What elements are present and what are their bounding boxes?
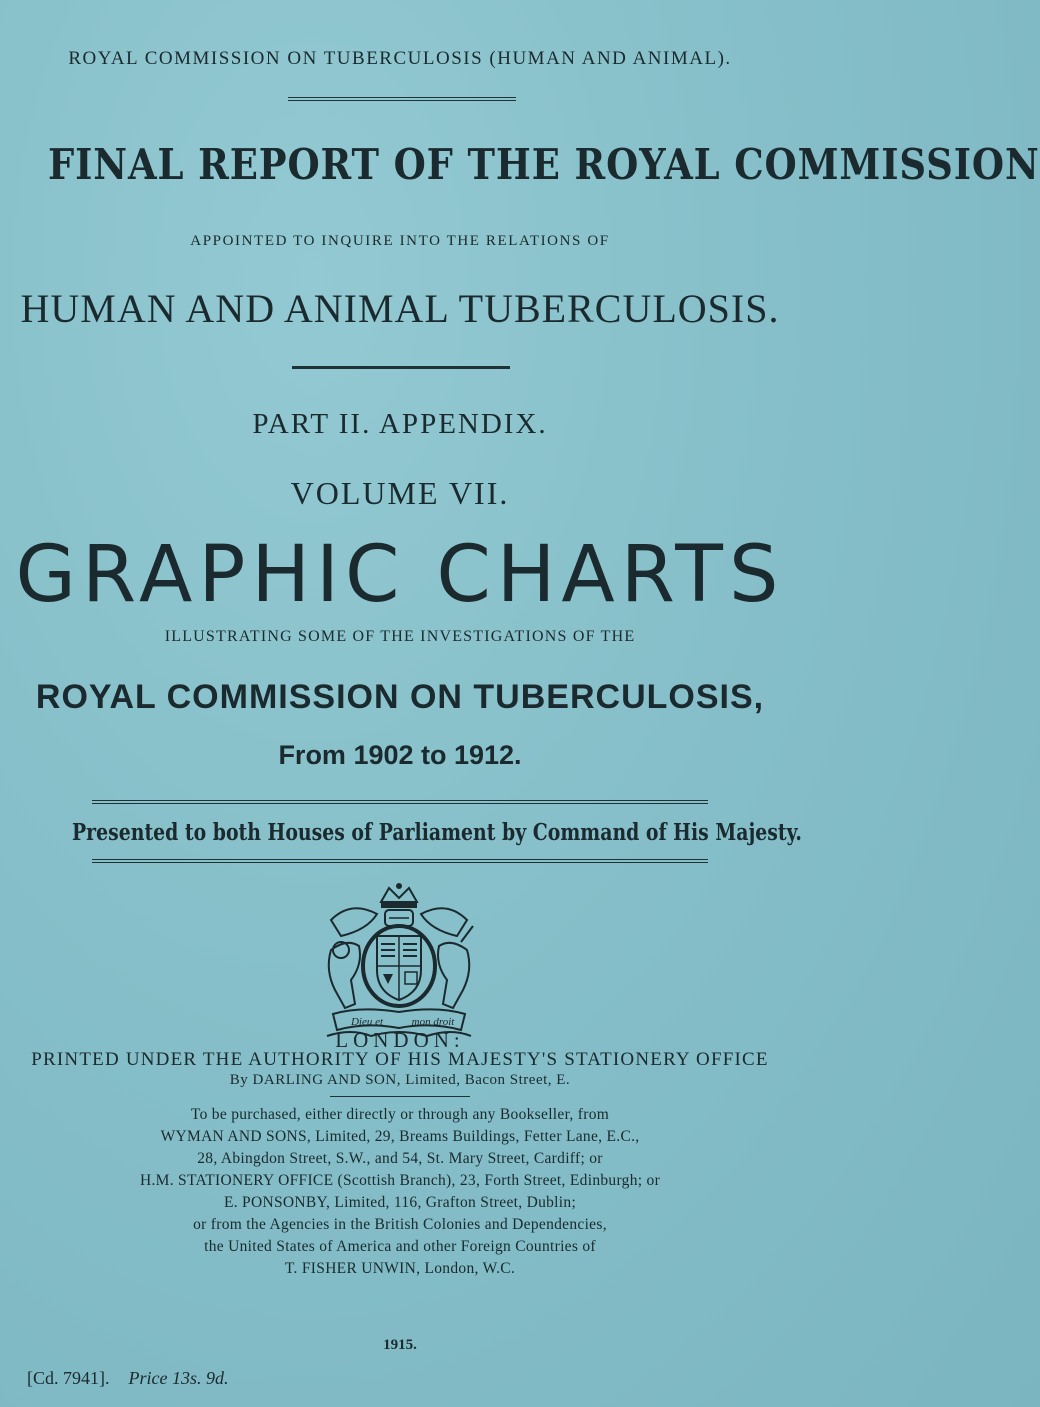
command-and-price <box>27 1368 228 1389</box>
illustrating-line: ILLUSTRATING SOME OF THE INVESTIGATIONS OF THE <box>164 628 636 645</box>
subject-title: HUMAN AND ANIMAL TUBERCULOSIS. <box>20 286 780 331</box>
purchase-line: E. PONSONBY, Limited, 116, Grafton Street, Dublin; <box>223 1194 577 1211</box>
presented-rule-bottom <box>92 859 708 860</box>
presented-line: Presented to both Houses of Parliament by Command of His Majesty. <box>72 819 802 846</box>
command-number: [Cd. 7941]. <box>27 1368 110 1388</box>
purchase-line: H.M. STATIONERY OFFICE (Scottish Branch), 23, Forth Street, Edinburgh; or <box>139 1172 661 1189</box>
presented-rule-top <box>92 800 708 801</box>
purchase-line: 28, Abingdon Street, S.W., and 54, St. Mary Street, Cardiff; or <box>197 1150 603 1167</box>
royal-coat-of-arms-icon <box>311 880 487 1040</box>
part-heading: PART II. APPENDIX. <box>252 408 548 440</box>
purchase-line: To be purchased, either directly or through any Bookseller, from <box>190 1106 610 1123</box>
imprint-rule <box>330 1096 470 1097</box>
motto-right: mon droit <box>411 1016 455 1028</box>
double-rule-top <box>288 97 516 98</box>
presented-rule-top-2 <box>92 803 708 804</box>
presented-rule-bottom-2 <box>92 862 708 863</box>
main-title: GRAPHIC CHARTS <box>15 530 785 620</box>
volume-heading: VOLUME VII. <box>290 475 510 511</box>
series-title: ROYAL COMMISSION ON TUBERCULOSIS (HUMAN AND ANIMAL). <box>68 48 732 69</box>
publication-year: 1915. <box>383 1337 417 1353</box>
commission-name: ROYAL COMMISSION ON TUBERCULOSIS, <box>35 678 765 716</box>
motto-left: Dieu et <box>350 1016 384 1028</box>
purchase-line: or from the Agencies in the British Colonies and Dependencies, <box>193 1216 607 1233</box>
purchase-line: WYMAN AND SONS, Limited, 29, Breams Buildings, Fetter Lane, E.C., <box>160 1128 640 1145</box>
printed-line: PRINTED UNDER THE AUTHORITY OF HIS MAJESTY'S STATIONERY OFFICE <box>31 1049 769 1070</box>
printer-line: By DARLING AND SON, Limited, Bacon Street, E. <box>229 1072 571 1088</box>
date-range: From 1902 to 1912. <box>278 740 522 770</box>
report-title: FINAL REPORT OF THE ROYAL COMMISSION <box>48 140 1040 189</box>
appointed-line: APPOINTED TO INQUIRE INTO THE RELATIONS OF <box>190 233 610 249</box>
purchase-line: the United States of America and other Foreign Countries of <box>204 1238 596 1255</box>
double-rule-top-2 <box>288 100 516 101</box>
imprint-city: LONDON: <box>335 1028 465 1052</box>
purchase-line: T. FISHER UNWIN, London, W.C. <box>284 1260 516 1277</box>
heavy-rule <box>292 366 510 369</box>
price: Price 13s. 9d. <box>128 1368 229 1388</box>
